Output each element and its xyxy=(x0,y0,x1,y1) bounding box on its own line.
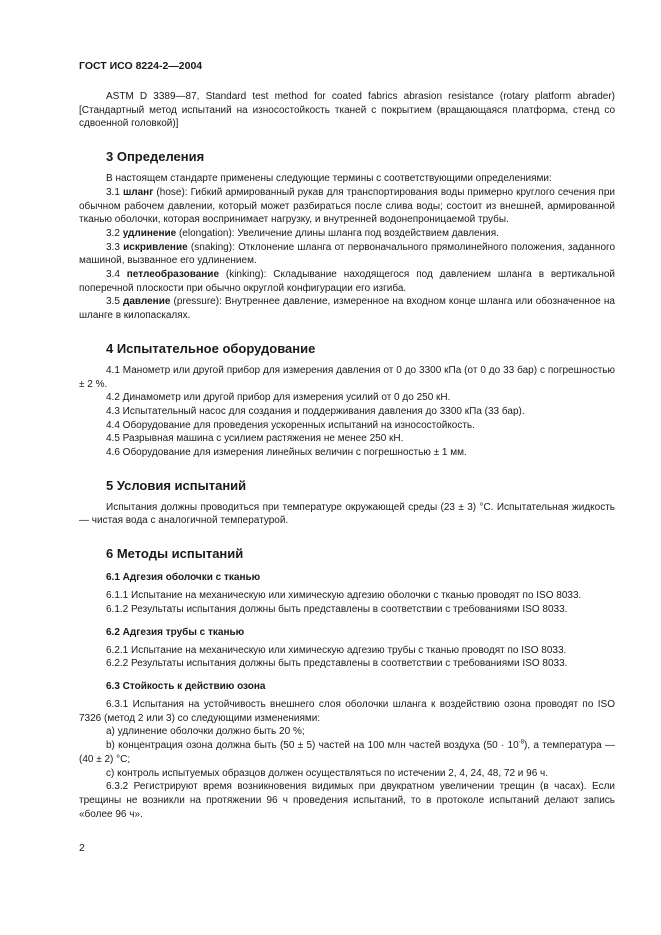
para-6-3-1: 6.3.1 Испытания на устойчивость внешнего слоя оболочки шланга к воздействию озона проводят по ISO 7326 (метод 2 или 3) со следующими изменениями: xyxy=(79,698,615,724)
term-3-3: 3.3 искривление (snaking): Отклонение шланга от первоначального прямолинейного положения, заданного машиной, вызванное его удлинением. xyxy=(79,241,616,267)
section-5-title: 5 Условия испытаний xyxy=(106,477,247,493)
para-6-2-2: 6.2.2 Результаты испытания должны быть представлены в соответствии с требованиями ISO 8033. xyxy=(106,658,568,670)
section-5-text: Испытания должны проводиться при температуре окружающей среды (23 ± 3) °С. Испытательная жидкость — чистая вода с аналогичной температурой. xyxy=(79,501,615,527)
item-4-1: 4.1 Манометр или другой прибор для измерения давления от 0 до 3300 кПа (от 0 до 33 бар) с погрешностью ± 2 %. xyxy=(79,364,615,390)
para-6-2-1: 6.2.1 Испытание на механическую или химическую адгезию трубы с тканью проводят по ISO 8033. xyxy=(106,644,567,656)
list-item-a: а) удлинение оболочки должно быть 20 %; xyxy=(106,726,305,738)
document-body xyxy=(79,90,615,821)
list-item-b: b) концентрация озона должна быть (50 ± 5) частей на 100 млн частей воздуха $(50 \cdot 10^{-8})$, а температура — (40 ± 2) °С; xyxy=(79,739,615,765)
term-3-4: 3.4 петлеобразование (kinking): Складывание находящегося под давлением шланга в вертикальной поперечной плоскости при обычно округлой конфигурации его изгиба. xyxy=(79,269,615,294)
document-header: ГОСТ ИСО 8224-2—2004 xyxy=(79,60,203,72)
term-3-1: 3.1 шланг (hose): Гибкий армированный рукав для транспортирования воды примерно круглого сечения при обычном рабочем давлении, который может разбираться после слива воды; состоит из внешней, армированной тканью оболочки, которая воспринимает нагрузку, и внутренней водонепроницаемой трубы. xyxy=(79,186,615,226)
para-6-1-2: 6.1.2 Результаты испытания должны быть представлены в соответствии с требованиями ISO 8033. xyxy=(106,603,568,615)
term-3-5: 3.5 давление (pressure): Внутреннее давление, измеренное на входном конце шланга или обозначенное на шланге в килопаскалях. xyxy=(79,296,615,322)
subsection-6-2-title: 6.2 Адгезия трубы с тканью xyxy=(106,626,245,638)
item-4-3: 4.3 Испытательный насос для создания и поддерживания давления до 3300 кПа (33 бар). xyxy=(106,405,525,417)
term-3-2: 3.2 удлинение (elongation): Увеличение длины шланга под воздействием давления. xyxy=(106,227,499,239)
astm-reference: ASTM D 3389—87, Standard test method for coated fabrics abrasion resistance (rotary platform abrader) [Стандартный метод испытаний на износостойкость тканей с покрытием (вращающаяся платформа, стенд со сдвоенной головкой)] xyxy=(79,91,615,130)
section-6-title: 6 Методы испытаний xyxy=(106,546,244,562)
subsection-6-1-title: 6.1 Адгезия оболочки с тканью xyxy=(106,572,261,584)
para-6-1-1: 6.1.1 Испытание на механическую или химическую адгезию оболочки с тканью проводят по ISO 8033. xyxy=(106,590,582,602)
item-4-6: 4.6 Оборудование для измерения линейных величин с погрешностью ± 1 мм. xyxy=(106,447,467,459)
item-4-4: 4.4 Оборудование для проведения ускоренных испытаний на износостойкость. xyxy=(106,419,475,431)
list-item-c: с) контроль испытуемых образцов должен осуществляться по истечении 2, 4, 24, 48, 72 и 96 ч. xyxy=(106,767,549,779)
section-3-intro: В настоящем стандарте применены следующие термины с соответствующими определениями: xyxy=(106,173,552,185)
para-6-3-2: 6.3.2 Регистрируют время возникновения видимых при двукратном увеличении трещин (в часах). Если трещины не возникли на протяжении 96 ч проведения испытаний, то в протоколе испытаний делают запись «более 96 ч». xyxy=(79,781,615,820)
section-4-title: 4 Испытательное оборудование xyxy=(106,340,316,356)
item-4-5: 4.5 Разрывная машина с усилием растяжения не менее 250 кН. xyxy=(106,433,404,445)
section-3-title: 3 Определения xyxy=(106,149,205,165)
item-4-2: 4.2 Динамометр или другой прибор для измерения усилий от 0 до 250 кН. xyxy=(106,392,451,404)
page-number: 2 xyxy=(79,842,85,854)
subsection-6-3-title: 6.3 Стойкость к действию озона xyxy=(106,680,266,692)
